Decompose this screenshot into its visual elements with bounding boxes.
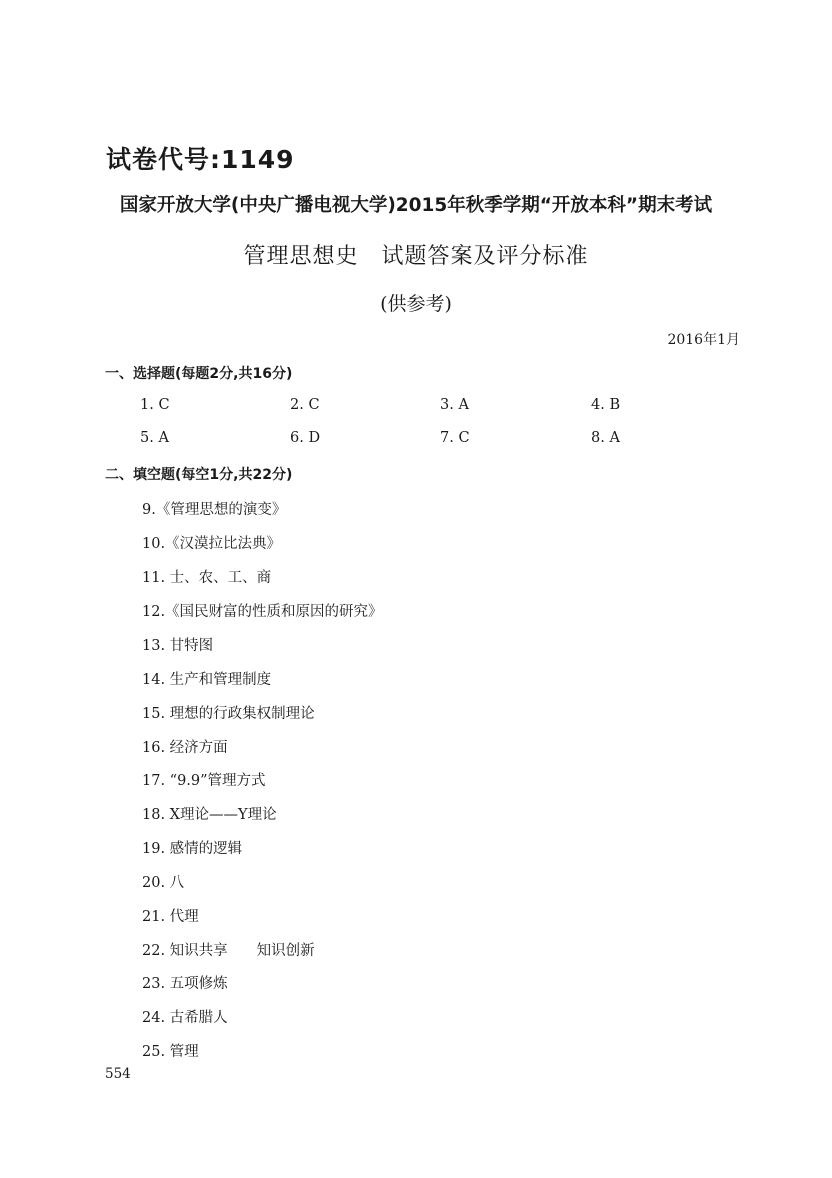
- fill-answer: 21. 代理: [142, 909, 199, 925]
- choice-answer: 6. D: [290, 430, 321, 446]
- fill-answer: 16. 经济方面: [142, 740, 228, 756]
- choice-answer: 3. A: [440, 397, 469, 413]
- exam-title: 国家开放大学(中央广播电视大学)2015年秋季学期“开放本科”期末考试: [119, 195, 713, 216]
- fill-answer: 9.《管理思想的演变》: [142, 502, 287, 518]
- section-heading-fill: 二、填空题(每空1分,共22分): [105, 467, 293, 483]
- fill-answer: 22. 知识共享 知识创新: [142, 943, 315, 959]
- choice-answer: 1. C: [140, 397, 170, 413]
- exam-code: 试卷代号:1149: [106, 145, 295, 174]
- fill-answer: 19. 感情的逻辑: [142, 841, 243, 857]
- subject-title: 管理思想史 试题答案及评分标准: [243, 244, 589, 269]
- fill-answer: 23. 五项修炼: [142, 976, 228, 992]
- reference-note: (供参考): [380, 293, 452, 315]
- choice-answer: 5. A: [140, 430, 169, 446]
- fill-answer: 15. 理想的行政集权制理论: [142, 706, 315, 722]
- fill-answer: 20. 八: [142, 875, 185, 891]
- fill-answer: 17. “9.9”管理方式: [142, 773, 266, 789]
- section-heading-choice: 一、选择题(每题2分,共16分): [105, 366, 293, 382]
- choice-answer: 2. C: [290, 397, 320, 413]
- fill-answer: 25. 管理: [142, 1044, 199, 1060]
- fill-answer: 12.《国民财富的性质和原因的研究》: [142, 604, 383, 620]
- choice-answer: 8. A: [591, 430, 620, 446]
- fill-answer: 18. X理论——Y理论: [142, 807, 277, 823]
- fill-answer: 24. 古希腊人: [142, 1010, 228, 1026]
- choice-answer: 7. C: [440, 430, 470, 446]
- fill-answer: 10.《汉漠拉比法典》: [142, 536, 282, 552]
- exam-date: 2016年1月: [667, 332, 740, 348]
- fill-answer: 14. 生产和管理制度: [142, 672, 272, 688]
- page-number: 554: [105, 1066, 131, 1082]
- choice-answer: 4. B: [591, 397, 621, 413]
- fill-answer: 11. 士、农、工、商: [142, 570, 272, 586]
- fill-answer: 13. 甘特图: [142, 638, 214, 654]
